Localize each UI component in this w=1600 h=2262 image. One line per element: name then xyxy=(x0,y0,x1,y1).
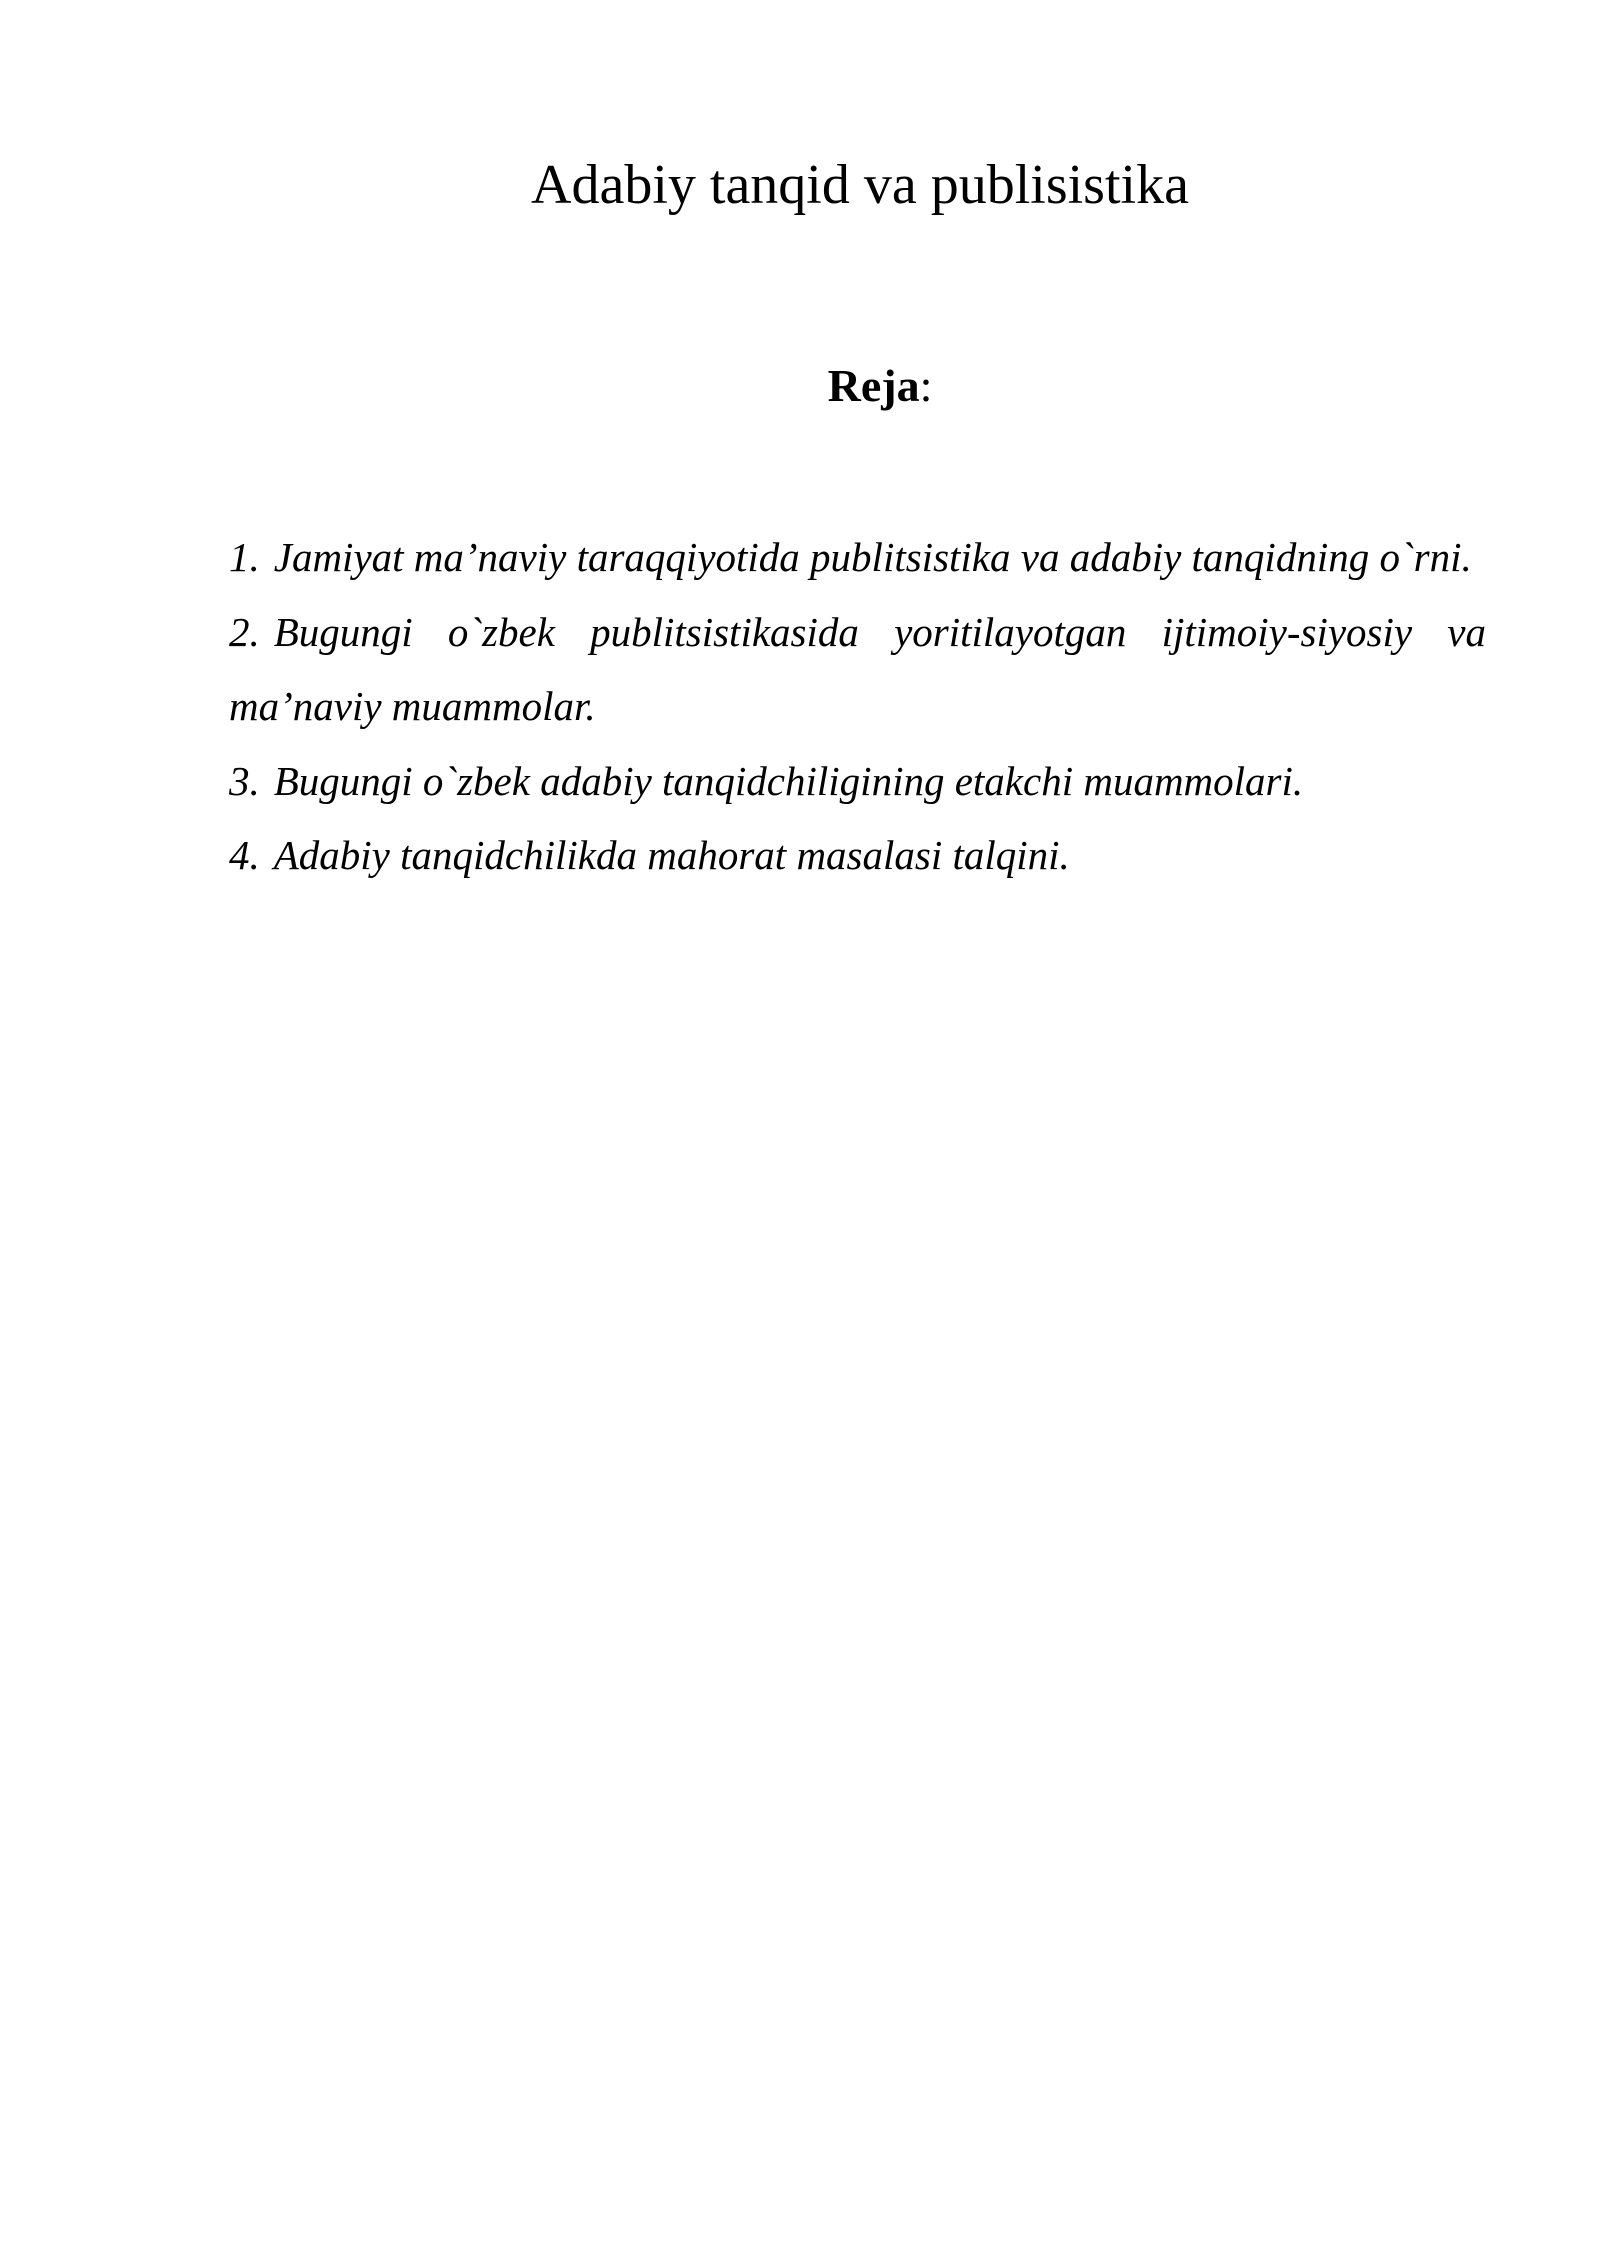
plan-item-text: Bugungi o`zbek publitsistikasida yoritilayotgan ijtimoiy-siyosiy va ma’naviy muammolar. xyxy=(229,608,1486,729)
plan-item-text: Adabiy tanqidchilikda mahorat masalasi talqini. xyxy=(273,832,1070,878)
plan-item-text: Jamiyat ma’naviy taraqqiyotida publitsistika va adabiy tanqidning o`rni. xyxy=(273,534,1472,580)
document-title: Adabiy tanqid va publisistika xyxy=(531,154,1189,216)
plan-item-3 xyxy=(229,744,1486,819)
plan-item-number: 4. xyxy=(229,832,260,878)
plan-item-2 xyxy=(229,595,1486,744)
plan-item-text: Bugungi o`zbek adabiy tanqidchiligining etakchi muammolari. xyxy=(273,757,1304,804)
plan-item-number: 2. xyxy=(229,608,260,655)
plan-heading xyxy=(0,356,1600,416)
plan-item-4 xyxy=(229,818,1486,893)
plan-list xyxy=(229,520,1486,893)
plan-item-number: 3. xyxy=(229,757,260,804)
plan-item-number: 1. xyxy=(229,534,260,580)
plan-item-1 xyxy=(229,520,1486,595)
plan-colon: : xyxy=(919,360,933,411)
plan-label: Reja xyxy=(827,360,920,411)
